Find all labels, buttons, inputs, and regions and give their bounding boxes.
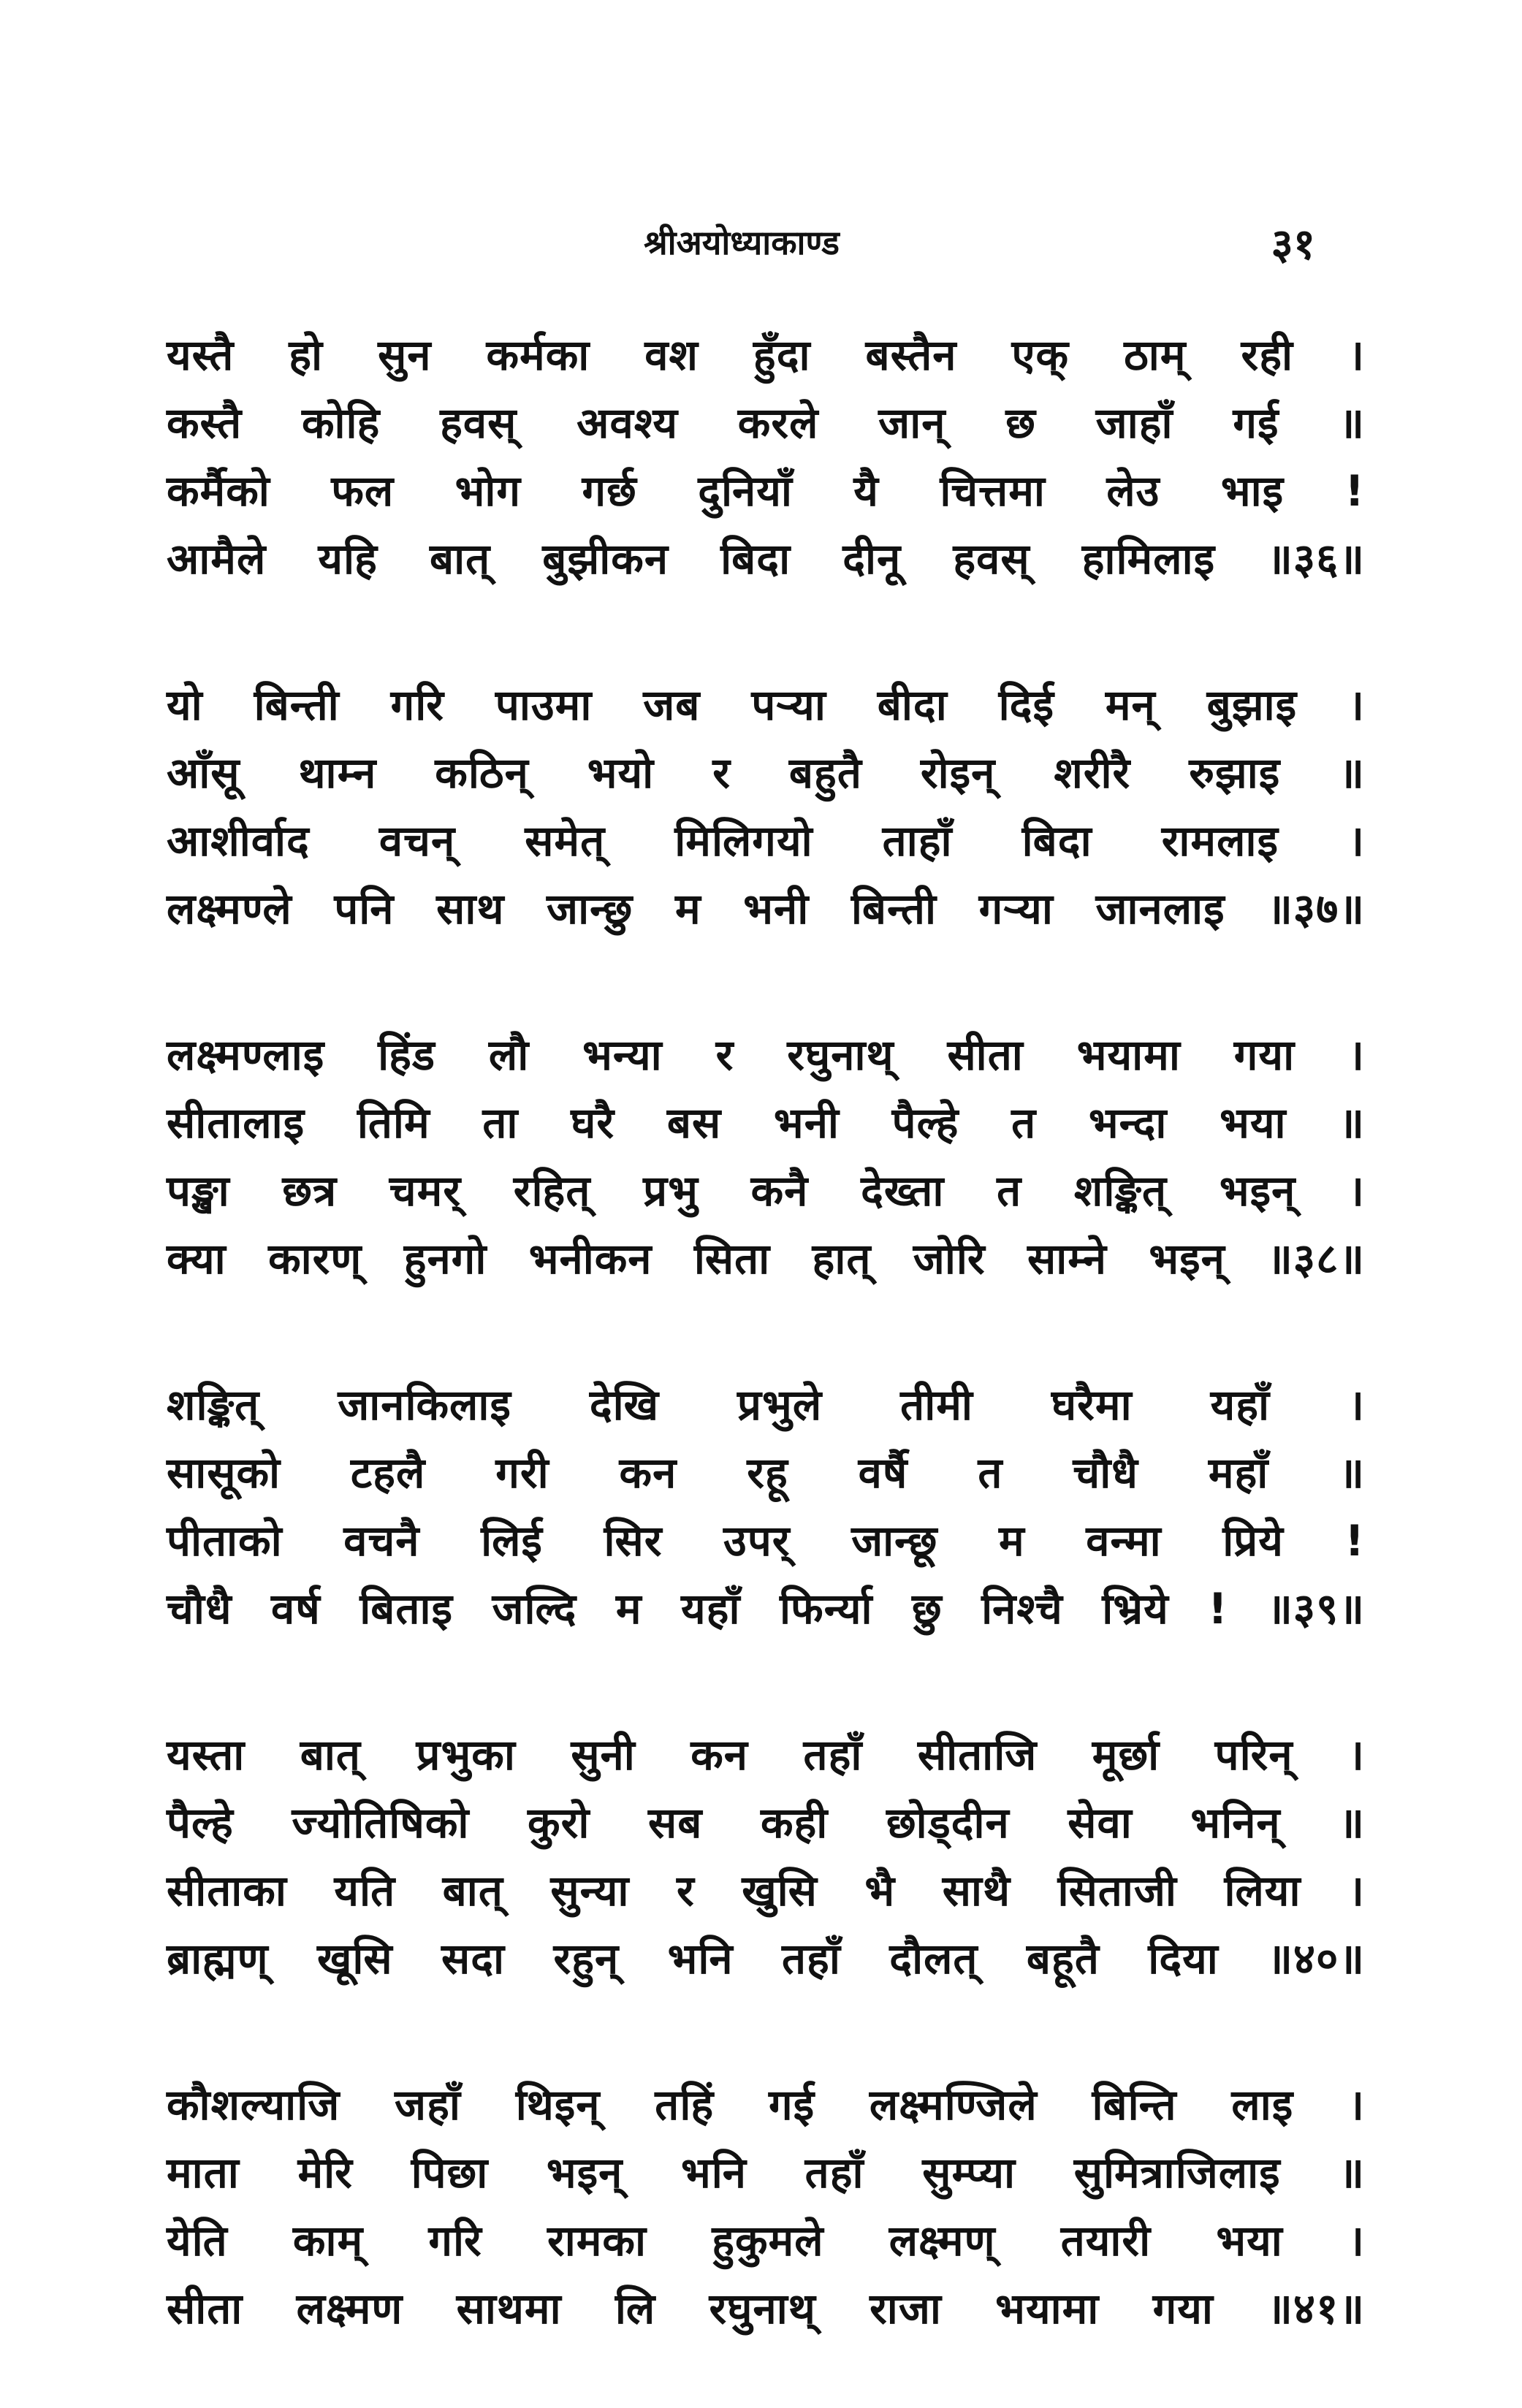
verse-line: क्या कारण् हुनगो भनीकन सिता हात् जोरि साम्ने भइन् ॥३८॥: [167, 1234, 1365, 1284]
verse-line: येति काम् गरि रामका हुकुमले लक्ष्मण् तयारी भया ।: [167, 2216, 1365, 2266]
verse-line: माता मेरि पिछा भइन् भनि तहाँ सुम्प्या सुमित्राजिलाइ ॥: [167, 2148, 1365, 2198]
page-number: ३१: [1271, 219, 1315, 269]
stanza-36: [167, 321, 1365, 593]
verse-line: आशीर्वाद वचन् समेत् मिलिगयो ताहाँ बिदा रामलाइ ।: [167, 816, 1365, 866]
verse-line: आँसू थाम्न कठिन् भयो र बहुतै रोइन् शरीरै रुझाइ ॥: [167, 748, 1365, 798]
verse-line: यो बिन्ती गरि पाउमा जब पऱ्या बीदा दिई मन् बुझाइ ।: [167, 680, 1365, 730]
verse-line: शङ्कित् जानकिलाइ देखि प्रभुले तीमी घरैमा यहाँ ।: [167, 1380, 1365, 1430]
running-head: [168, 219, 1315, 278]
verse-line: कस्तै कोहि हवस् अवश्य करले जान् छ जाहाँ गई ॥: [167, 398, 1365, 448]
verse-line: सासूको टहलै गरी कन रहू वर्षै त चौधै महाँ ॥: [167, 1448, 1365, 1498]
verse-line: सीताका यति बात् सुन्या र खुसि भै साथै सिताजी लिया ।: [167, 1866, 1365, 1916]
verse-line: कर्मैको फल भोग गर्छ दुनियाँ यै चित्तमा लेउ भाइ !: [167, 466, 1365, 516]
verse-line: ब्राह्मण् खूसि सदा रहुन् भनि तहाँ दौलत् बहूतै दिया ॥४०॥: [167, 1934, 1365, 1984]
verse-line: यस्ता बात् प्रभुका सुनी कन तहाँ सीताजि मूर्छा परिन् ।: [167, 1730, 1365, 1780]
stanza-40: [167, 1721, 1365, 1993]
stanza-41: [167, 2071, 1365, 2343]
chapter-title: श्रीअयोध्याकाण्ड: [644, 223, 840, 262]
stanza-37: [167, 671, 1365, 943]
verse-line: चौधै वर्ष बिताइ जल्दि म यहाँ फिर्न्या छु निश्चै भ्रिये ! ॥३९॥: [167, 1584, 1365, 1634]
verse-line: लक्ष्मण्ले पनि साथ जान्छु म भनी बिन्ती गऱ्या जानलाइ ॥३७॥: [167, 884, 1365, 934]
verse-line: पैल्हे ज्योतिषिको कुरो सब कही छोड्दीन सेवा भनिन् ॥: [167, 1798, 1365, 1848]
verse-line: सीतालाइ तिमि ता घरै बस भनी पैल्हे त भन्दा भया ॥: [167, 1098, 1365, 1148]
stanza-38: [167, 1021, 1365, 1293]
verse-line: लक्ष्मण्लाइ हिंड लौ भन्या र रघुनाथ् सीता भयामा गया ।: [167, 1030, 1365, 1080]
verse-line: पीताको वचनै लिई सिर उपर् जान्छू म वन्मा प्रिये !: [167, 1516, 1365, 1566]
verse-line: आमैले यहि बात् बुझीकन बिदा दीनू हवस् हामिलाइ ॥३६॥: [167, 534, 1365, 584]
verse-line: कौशल्याजि जहाँ थिइन् तहिं गई लक्ष्मण्जिले बिन्ति लाइ ।: [167, 2080, 1365, 2130]
verse-line: यस्तै हो सुन कर्मका वश हुँदा बस्तैन एक् ठाम् रही ।: [167, 330, 1365, 380]
stanza-39: [167, 1371, 1365, 1643]
verse-line: सीता लक्ष्मण साथमा लि रघुनाथ् राजा भयामा गया ॥४१॥: [167, 2284, 1365, 2333]
verse-block: [167, 321, 1365, 2343]
verse-line: पङ्खा छत्र चमर् रहित् प्रभु कनै देख्ता त शङ्कित् भइन् ।: [167, 1166, 1365, 1216]
